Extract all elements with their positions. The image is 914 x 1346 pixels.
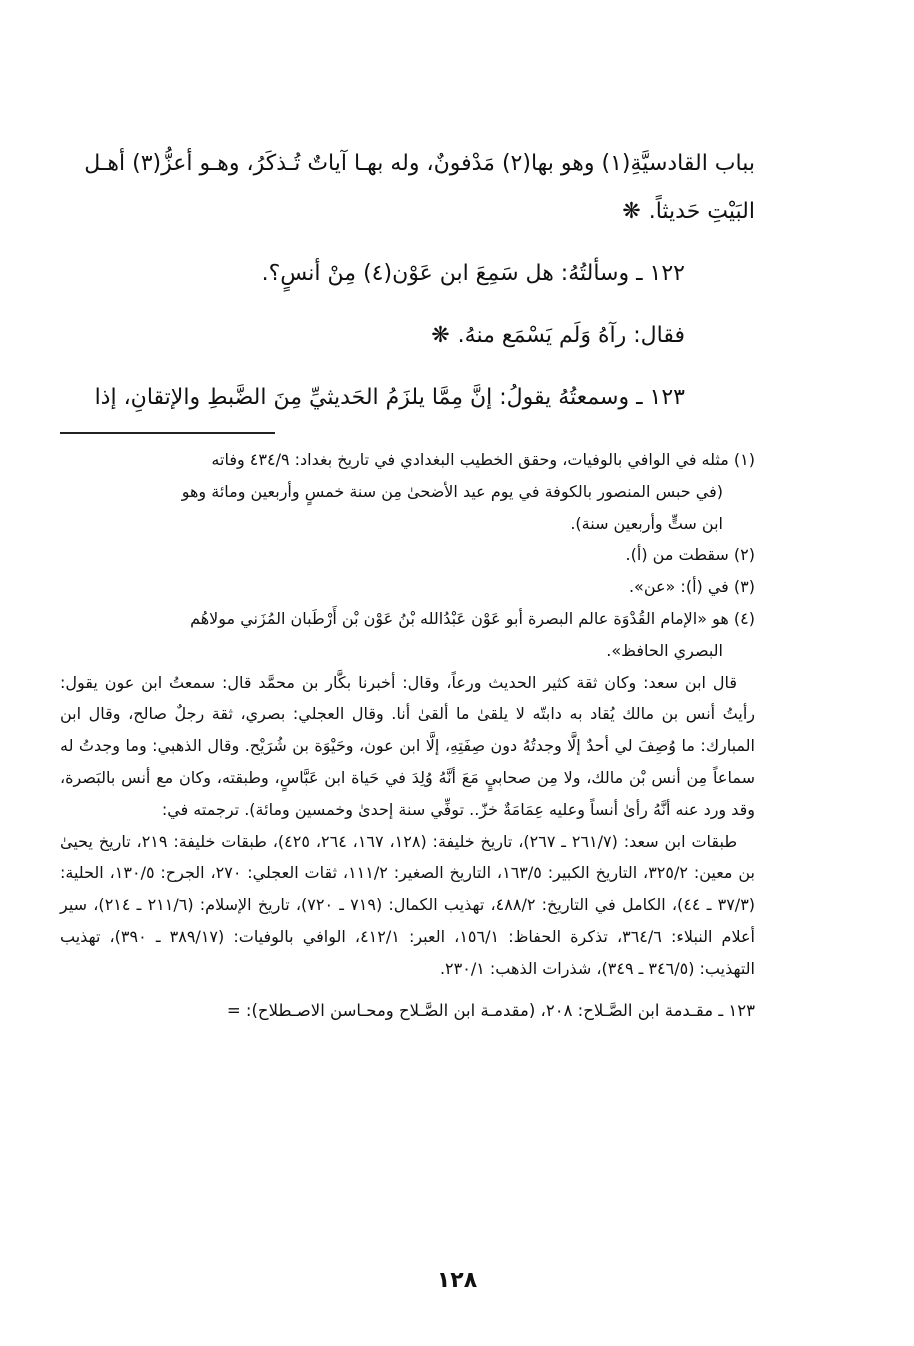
footnote-1-end: ابن ستٍّ وأربعين سنة). <box>570 513 723 533</box>
footnotes <box>60 444 755 985</box>
answer-122-text: فقال: رآهُ وَلَم يَسْمَع منهُ. <box>457 323 685 348</box>
main-line-1: بباب القادسيَّةِ(١) وهو بها(٢) مَدْفونٌ، وله بهـا آياتٌ تُـذكَرُ، وهـو أعزُّ(٣) أهـل <box>84 151 755 176</box>
answer-122 <box>60 312 755 360</box>
footnote-2: (٢) سقطت من (أ). <box>625 545 755 565</box>
main-text <box>60 140 755 422</box>
footnote-4: (٤) هو «الإمام القُدْوَة عالم البصرة أبو عَوْن عَبْدُالله بْنُ عَوْن بْن أَرْطَبان المُزَني مولاهُم <box>190 608 755 628</box>
footnote-1-cont: (في حبس المنصور بالكوفة في يوم عيد الأضحىٰ مِن سنة خمسٍ وأربعين ومائة وهو <box>181 481 723 501</box>
footnote-1: (١) مثله في الوافي بالوفيات، وحقق الخطيب البغدادي في تاريخ بغداد: ٤٣٤/٩ وفاته <box>211 450 755 469</box>
main-line-2 <box>60 188 755 236</box>
main-line-2-text: البَيْتِ حَديثاً. <box>648 199 755 224</box>
footnote-4-cont: البصري الحافظ». <box>606 640 723 660</box>
footnote-divider <box>60 432 275 434</box>
footnote-4-paragraph-1: قال ابن سعد: وكان ثقة كثير الحديث ورعاً، وقال: أخبرنا بكَّار بن محمَّد قال: سمعتُ ابن عون يقول: رأيتُ أنس بن مالك يُقاد به دابتّه لا يلقىٰ ما ألقىٰ أنا. وقال العجلي: بصري، ثقة رجلٌ صالح، وقال ابن المبارك: ما وُصِفَ لي أحدٌ إلَّا وجدتُهُ دون صِفَتِهِ، إلَّا ابن عون، وحَيْوَة بن شُرَيْح. وقال الذهبي: وما وجدتُ له سماعاً مِن أنس بْن مالك، ولا مِن صحابيٍ مَعَ أنَّهُ وُلِدَ في حَياة ابن عَبَّاسٍ، وطبقته، وكان مع أنس بالبَصرة، وقد ورد عنه أنَّهُ رأىٰ أنساً وعليه عِمَامَةٌ خزّ.. توفِّي سنة إحدىٰ وخمسين ومائة). ترجمته في: <box>60 672 755 819</box>
footnote-4-paragraph-2: طبقات ابن سعد: (٢٦١/٧ ـ ٢٦٧)، تاريخ خليفة: (١٢٨، ١٦٧، ٢٦٤، ٤٢٥)، طبقات خليفة: ٢١٩، تاريخ يحيىٰ بن معين: ٣٢٥/٢، التاريخ الكبير: ١٦٣/٥، التاريخ الصغير: ١١١/٢، ثقات العجلي: ٢٧٠، الجرح: ١٣٠/٥، الحلية: (٣٧/٣ ـ ٤٤)، الكامل في التاريخ: ٤٨٨/٢، تهذيب الكمال: (٧١٩ ـ ٧٢٠)، تاريخ الإسلام: (٢١١/٦ ـ ٢١٤)، سير أعلام النبلاء: ٣٦٤/٦، تذكرة الحفاظ: ١٥٦/١، العبر: ٤١٢/١، الوافي بالوفيات: (٣٨٩/١٧ ـ ٣٩٠)، تهذيب التهذيب: (٣٤٦/٥ ـ ٣٤٩)، شذرات الذهب: ٢٣٠/١. <box>60 831 756 978</box>
page-number: ١٢٨ <box>436 1268 478 1293</box>
question-123: ١٢٣ ـ وسمعتُهُ يقولُ: إنَّ مِمَّا يلزَمُ الحَديثيِّ مِنَ الضَّبطِ والإتقانِ، إذا <box>94 385 685 410</box>
continuation-note: ١٢٣ ـ مقـدمة ابن الصَّـلاح: ٢٠٨، (مقدمـة ابن الصَّـلاح ومحـاسن الاصـطلاح): = <box>226 1000 755 1020</box>
page-body <box>60 140 755 1027</box>
footnote-3: (٣) في (أ): «عن». <box>628 577 755 597</box>
question-122: ١٢٢ ـ وسألتُهُ: هل سَمِعَ ابن عَوْن(٤) مِنْ أنسٍ؟. <box>261 261 685 286</box>
end-marker-icon: ❋ <box>622 199 641 224</box>
end-marker-icon: ❋ <box>431 323 450 348</box>
